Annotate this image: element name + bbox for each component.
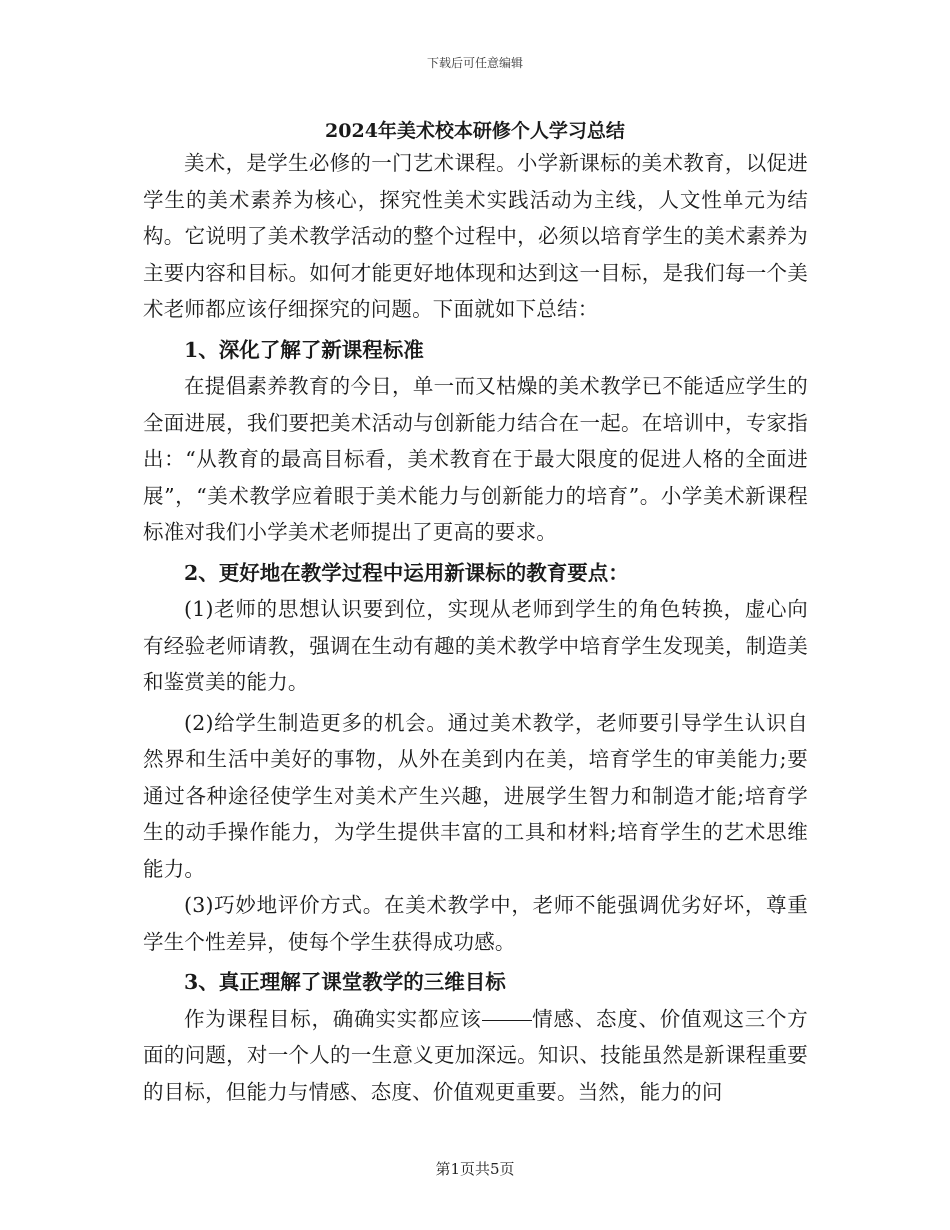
section-2-item-2: (2)给学生制造更多的机会。通过美术教学，老师要引导学生认识自然界和生活中美好的事物，从外在美到内在美，培育学生的审美能力;要通过各种途径使学生对美术产生兴趣，进展学生智力和制造才能;培育学生的动手操作能力，为学生提供丰富的工具和材料;培育学生的艺术思维能力。	[143, 710, 808, 881]
section-3-heading: 3、真正理解了课堂教学的三维目标	[184, 970, 506, 994]
section-2-heading: 2、更好地在教学过程中运用新课标的教育要点：	[184, 560, 629, 585]
fill-in-blank	[482, 1019, 532, 1021]
section-2-item-1: (1)老师的思想认识要到位，实现从老师到学生的角色转换，虚心向有经验老师请教，强调在生动有趣的美术教学中培育学生发现美，制造美和鉴赏美的能力。	[143, 597, 808, 694]
section-3-paragraph	[143, 1001, 808, 1111]
intro-paragraph: 美术，是学生必修的一门艺术课程。小学新课标的美术教育，以促进学生的美术素养为核心，探究性美术实践活动为主线，人文性单元为结构。它说明了美术教学活动的整个过程中，必须以培育学生的美术素养为主要内容和目标。如何才能更好地体现和达到这一目标，是我们每一个美术老师都应该仔细探究的问题。下面就如下总结：	[143, 151, 808, 321]
page-footer: 第1页共5页	[435, 1160, 515, 1178]
section-1-heading: 1、深化了解了新课程标准	[184, 337, 424, 362]
header-note: 下载后可任意编辑	[426, 56, 523, 70]
section-3-text-before-blank: 作为课程目标，确确实实都应该	[184, 1006, 482, 1031]
section-3-text-after-blank: 情感、态度、价值观这三个方面的问题，对一个人的一生意义更加深远。知识、技能虽然是新课程重要的目标，但能力与情感、态度、价值观更重要。当然，能力的问	[143, 1006, 808, 1104]
document-body	[143, 145, 808, 1110]
document-title: 2024年美术校本研修个人学习总结	[325, 120, 625, 142]
section-1-paragraph: 在提倡素养教育的今日，单一而又枯燥的美术教学已不能适应学生的全面进展，我们要把美术活动与创新能力结合在一起。在培训中，专家指出：“从教育的最高目标看，美术教育在于最大限度的促进人格的全面进展”，“美术教学应着眼于美术能力与创新能力的培育”。小学美术新课程标准对我们小学美术老师提出了更高的要求。	[143, 374, 808, 544]
section-2-item-3: (3)巧妙地评价方式。在美术教学中，老师不能强调优劣好坏，尊重学生个性差异，使每个学生获得成功感。	[143, 893, 808, 954]
